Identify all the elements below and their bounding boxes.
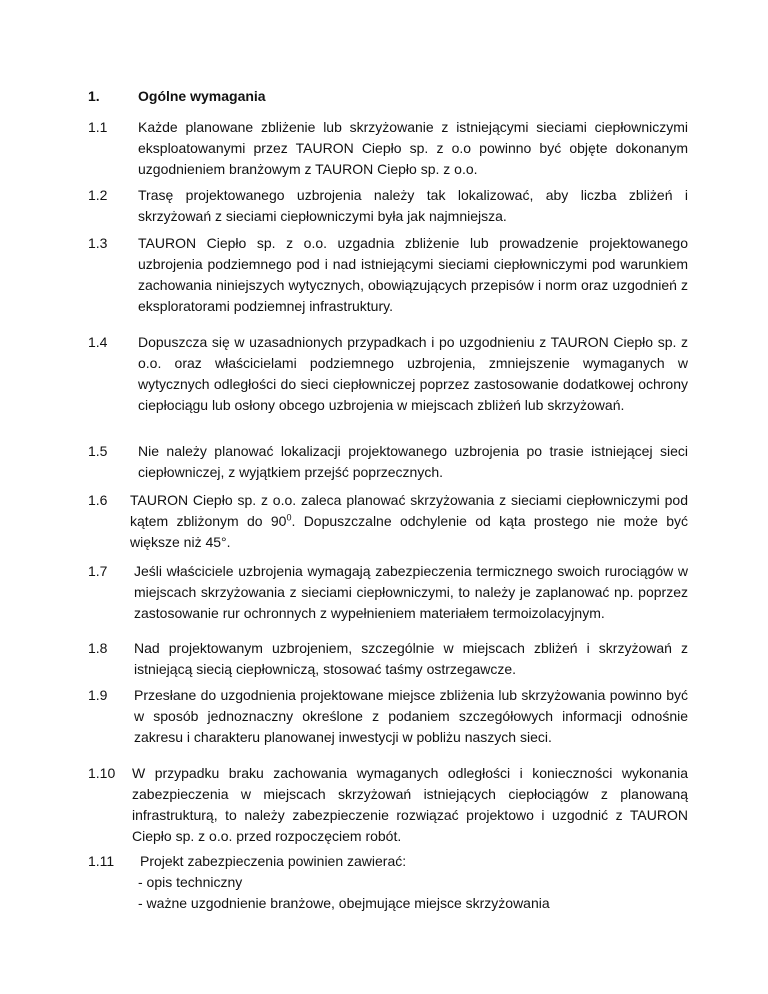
list-item-1-6 — [88, 490, 688, 553]
item-text: Przesłane do uzgodnienia projektowane miejsce zbliżenia lub skrzyżowania powinno być w sposób jednoznaczny określone z podaniem szczegółowych informacji odnośnie zakresu i charakteru planowanej inwestycji w pobliżu naszych sieci. — [134, 687, 688, 745]
item-number: 1.3 — [88, 235, 108, 251]
list-item-1-4 — [88, 332, 688, 416]
list-item-1-8 — [88, 638, 688, 680]
item-number: 1.8 — [88, 640, 108, 656]
list-item-1-2 — [88, 185, 688, 227]
item-number: 1.1 — [88, 119, 108, 135]
item-text: Projekt zabezpieczenia powinien zawierać: — [140, 853, 407, 869]
item-text: Każde planowane zbliżenie lub skrzyżowanie z istniejącymi sieciami ciepłowniczymi eksploatowanymi przez TAURON Ciepło sp. z o.o powinno być objęte dokonanym uzgodnieniem branżowym z TAURON Ciepło sp. z o.o. — [138, 119, 688, 177]
section-heading — [88, 86, 688, 107]
list-item-1-7 — [88, 561, 688, 624]
sub-list-item: - opis techniczny — [138, 874, 243, 890]
item-number: 1.5 — [88, 443, 108, 459]
list-item-1-5 — [88, 441, 688, 483]
item-text — [130, 490, 688, 553]
item-text: Dopuszcza się w uzasadnionych przypadkach i po uzgodnieniu z TAURON Ciepło sp. z o.o. oraz właścicielami podziemnego uzbrojenia, zmniejszenie wymaganych w wytycznych odległości do sieci ciepłowniczej poprzez zastosowanie dodatkowej ochrony ciepłociągu lub osłony obcego uzbrojenia w miejscach zbliżeń lub skrzyżowań. — [138, 334, 688, 413]
item-text: Trasę projektowanego uzbrojenia należy tak lokalizować, aby liczba zbliżeń i skrzyżowań z sieciami ciepłowniczymi była jak najmniejsza. — [138, 187, 688, 224]
list-item-1-11 — [88, 851, 688, 914]
degree-superscript: 0 — [286, 512, 292, 523]
section-title: Ogólne wymagania — [138, 88, 266, 104]
item-text: Nie należy planować lokalizacji projektowanego uzbrojenia po trasie istniejącej sieci ciepłowniczej, z wyjątkiem przejść poprzecznych. — [138, 443, 688, 480]
sub-list-item: - ważne uzgodnienie branżowe, obejmujące miejsce skrzyżowania — [138, 895, 550, 911]
list-item-1-1 — [88, 117, 688, 180]
item-number: 1.11 — [88, 853, 115, 869]
item-text-part: . Dopuszczalne odchylenie od kąta prostego nie może być większe niż 45°. — [130, 513, 688, 550]
list-item-1-9 — [88, 685, 688, 748]
list-item-1-3 — [88, 233, 688, 317]
item-number: 1.9 — [88, 687, 108, 703]
item-text: Jeśli właściciele uzbrojenia wymagają zabezpieczenia termicznego swoich rurociągów w miejscach skrzyżowania z sieciami ciepłowniczymi, to należy je zaplanować np. poprzez zastosowanie rur ochronnych z wypełnieniem materiałem termoizolacyjnym. — [134, 563, 688, 621]
item-text: TAURON Ciepło sp. z o.o. uzgadnia zbliżenie lub prowadzenie projektowanego uzbrojenia podziemnego pod i nad istniejącymi sieciami ciepłowniczymi pod warunkiem zachowania niniejszych wytycznych, obowiązujących przepisów i norm oraz uzgodnień z eksploratorami podziemnej infrastruktury. — [138, 235, 688, 314]
item-number: 1.10 — [88, 765, 116, 781]
item-text: Nad projektowanym uzbrojeniem, szczególnie w miejscach zbliżeń i skrzyżowań z istniejącą siecią ciepłowniczą, stosować taśmy ostrzegawcze. — [134, 640, 688, 677]
list-item-1-10 — [88, 763, 688, 847]
item-number: 1.2 — [88, 187, 108, 203]
item-number: 1.6 — [88, 492, 108, 508]
item-text: W przypadku braku zachowania wymaganych odległości i konieczności wykonania zabezpieczenia w miejscach skrzyżowań istniejących ciepłociągów z planowaną infrastrukturą, to należy zabezpieczenie rozwiązać projektowo i uzgodnić z TAURON Ciepło sp. z o.o. przed rozpoczęciem robót. — [132, 765, 688, 844]
section-number: 1. — [88, 88, 100, 104]
item-number: 1.7 — [88, 563, 108, 579]
item-number: 1.4 — [88, 334, 108, 350]
item-text-part: TAURON Ciepło sp. z o.o. zaleca planować skrzyżowania z sieciami ciepłowniczymi pod kątem zbliżonym do 90 — [130, 492, 688, 529]
